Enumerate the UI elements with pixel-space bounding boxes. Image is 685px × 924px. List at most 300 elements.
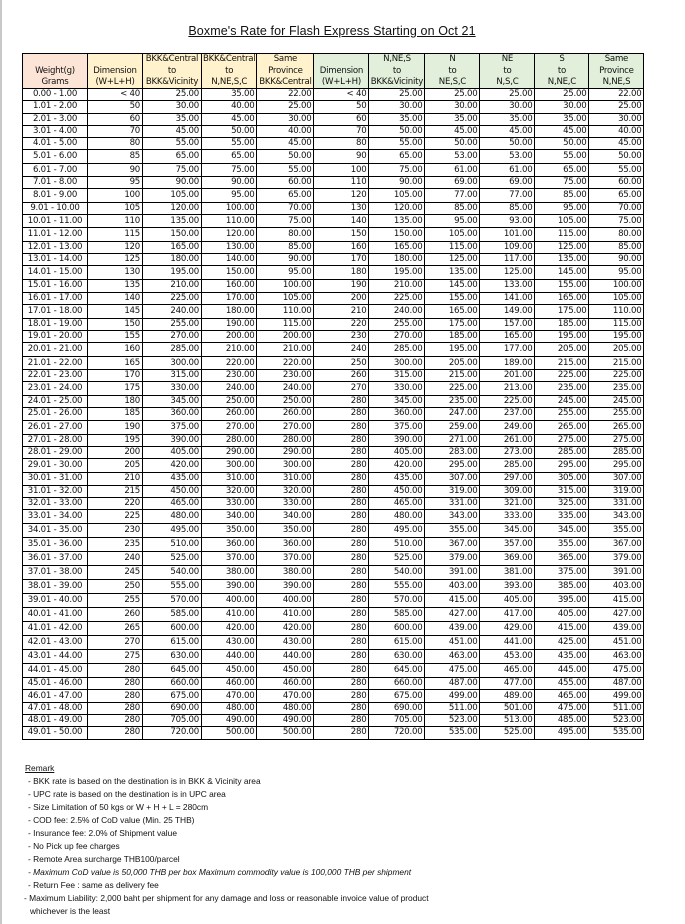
cell-upc-to-bkk: 375.00 xyxy=(369,420,425,434)
cell-n-to-upc: 499.00 xyxy=(425,690,480,702)
cell-n-to-upc: 511.00 xyxy=(425,702,480,714)
table-row xyxy=(23,227,644,241)
cell-bkk-to-upc: 440.00 xyxy=(202,650,257,664)
cell-n-to-upc: 215.00 xyxy=(425,369,480,381)
cell-upc-to-bkk: 135.00 xyxy=(369,215,425,227)
column-header-line: BKK&Central xyxy=(259,76,312,87)
column-header-line: Grams xyxy=(41,76,69,87)
table-row xyxy=(23,113,644,125)
cell-bkk-to-bkk: 600.00 xyxy=(143,622,202,636)
cell-bkk-to-upc: 75.00 xyxy=(202,164,257,176)
cell-n-to-upc: 53.00 xyxy=(425,150,480,164)
cell-dimension-upc: 110 xyxy=(314,176,369,188)
cell-same-province-bkk: 340.00 xyxy=(257,510,314,524)
cell-s-to-upc: 115.00 xyxy=(535,227,589,241)
cell-weight: 6.01 - 7.00 xyxy=(23,164,88,176)
cell-bkk-to-upc: 100.00 xyxy=(202,203,257,215)
table-row xyxy=(23,702,644,714)
cell-dimension-bkk: 150 xyxy=(88,318,143,330)
cell-dimension-upc: 280 xyxy=(314,408,369,420)
cell-bkk-to-bkk: 645.00 xyxy=(143,664,202,678)
column-header-bkk-to-bkk xyxy=(143,54,202,89)
cell-n-to-upc: 427.00 xyxy=(425,608,480,622)
cell-same-province-upc: 215.00 xyxy=(589,357,644,369)
cell-dimension-upc: 280 xyxy=(314,664,369,678)
cell-bkk-to-upc: 420.00 xyxy=(202,622,257,636)
cell-ne-to-upc: 35.00 xyxy=(480,113,535,125)
table-row xyxy=(23,446,644,458)
cell-weight: 10.01 - 11.00 xyxy=(23,215,88,227)
cell-n-to-upc: 475.00 xyxy=(425,664,480,678)
cell-upc-to-bkk: 645.00 xyxy=(369,664,425,678)
cell-bkk-to-upc: 410.00 xyxy=(202,608,257,622)
cell-dimension-upc: 280 xyxy=(314,446,369,458)
cell-n-to-upc: 271.00 xyxy=(425,434,480,446)
cell-bkk-to-upc: 300.00 xyxy=(202,459,257,473)
cell-n-to-upc: 235.00 xyxy=(425,396,480,408)
cell-s-to-upc: 295.00 xyxy=(535,459,589,473)
cell-dimension-bkk: 210 xyxy=(88,473,143,485)
cell-dimension-bkk: 90 xyxy=(88,164,143,176)
column-header-line: N xyxy=(449,54,456,65)
cell-weight: 45.01 - 46.00 xyxy=(23,678,88,690)
cell-same-province-upc: 403.00 xyxy=(589,580,644,594)
cell-dimension-upc: 280 xyxy=(314,459,369,473)
cell-weight: 14.01 - 15.00 xyxy=(23,266,88,280)
cell-dimension-bkk: 130 xyxy=(88,266,143,280)
cell-weight: 16.01 - 17.00 xyxy=(23,292,88,304)
cell-same-province-upc: 415.00 xyxy=(589,594,644,608)
cell-bkk-to-upc: 260.00 xyxy=(202,408,257,420)
cell-same-province-upc: 22.00 xyxy=(589,89,644,101)
cell-weight: 4.01 - 5.00 xyxy=(23,138,88,150)
cell-n-to-upc: 403.00 xyxy=(425,580,480,594)
table-row xyxy=(23,266,644,280)
cell-bkk-to-upc: 40.00 xyxy=(202,101,257,113)
table-row xyxy=(23,420,644,434)
cell-bkk-to-bkk: 540.00 xyxy=(143,566,202,580)
cell-dimension-upc: 180 xyxy=(314,266,369,280)
cell-dimension-bkk: 280 xyxy=(88,702,143,714)
cell-dimension-upc: 150 xyxy=(314,227,369,241)
cell-ne-to-upc: 333.00 xyxy=(480,510,535,524)
table-row xyxy=(23,125,644,137)
cell-dimension-bkk: 145 xyxy=(88,304,143,318)
cell-bkk-to-bkk: 450.00 xyxy=(143,485,202,497)
cell-bkk-to-bkk: 150.00 xyxy=(143,227,202,241)
cell-bkk-to-upc: 170.00 xyxy=(202,292,257,304)
cell-weight: 8.01 - 9.00 xyxy=(23,189,88,203)
cell-weight: 48.01 - 49.00 xyxy=(23,715,88,727)
cell-bkk-to-bkk: 75.00 xyxy=(143,164,202,176)
cell-s-to-upc: 485.00 xyxy=(535,715,589,727)
cell-bkk-to-upc: 35.00 xyxy=(202,89,257,101)
cell-s-to-upc: 285.00 xyxy=(535,446,589,458)
cell-dimension-bkk: 70 xyxy=(88,125,143,137)
cell-n-to-upc: 155.00 xyxy=(425,292,480,304)
cell-n-to-upc: 391.00 xyxy=(425,566,480,580)
table-row xyxy=(23,357,644,369)
cell-ne-to-upc: 321.00 xyxy=(480,497,535,509)
table-row xyxy=(23,664,644,678)
cell-ne-to-upc: 201.00 xyxy=(480,369,535,381)
cell-weight: 40.01 - 41.00 xyxy=(23,608,88,622)
cell-dimension-upc: 280 xyxy=(314,485,369,497)
cell-same-province-upc: 205.00 xyxy=(589,343,644,357)
cell-s-to-upc: 95.00 xyxy=(535,203,589,215)
cell-same-province-bkk: 230.00 xyxy=(257,369,314,381)
cell-upc-to-bkk: 150.00 xyxy=(369,227,425,241)
cell-bkk-to-upc: 430.00 xyxy=(202,636,257,650)
cell-dimension-upc: 270 xyxy=(314,382,369,396)
cell-ne-to-upc: 513.00 xyxy=(480,715,535,727)
page-title: Boxme's Rate for Flash Express Starting on Oct 21 xyxy=(188,24,476,38)
cell-bkk-to-upc: 320.00 xyxy=(202,485,257,497)
cell-dimension-bkk: 110 xyxy=(88,215,143,227)
cell-dimension-bkk: 255 xyxy=(88,594,143,608)
cell-weight: 31.01 - 32.00 xyxy=(23,485,88,497)
table-row xyxy=(23,608,644,622)
cell-bkk-to-bkk: 615.00 xyxy=(143,636,202,650)
cell-upc-to-bkk: 660.00 xyxy=(369,678,425,690)
remark-max-liability-cont: whichever is the least xyxy=(30,906,111,916)
remark-bkk-rate: - BKK rate is based on the destination is in BKK & Vicinity area xyxy=(28,776,261,786)
cell-ne-to-upc: 465.00 xyxy=(480,664,535,678)
cell-ne-to-upc: 357.00 xyxy=(480,538,535,552)
cell-same-province-bkk: 60.00 xyxy=(257,176,314,188)
cell-s-to-upc: 85.00 xyxy=(535,189,589,203)
cell-n-to-upc: 205.00 xyxy=(425,357,480,369)
table-row xyxy=(23,566,644,580)
cell-ne-to-upc: 50.00 xyxy=(480,138,535,150)
cell-ne-to-upc: 69.00 xyxy=(480,176,535,188)
cell-ne-to-upc: 381.00 xyxy=(480,566,535,580)
cell-same-province-upc: 451.00 xyxy=(589,636,644,650)
cell-dimension-bkk: 275 xyxy=(88,650,143,664)
cell-upc-to-bkk: 720.00 xyxy=(369,727,425,739)
cell-same-province-bkk: 390.00 xyxy=(257,580,314,594)
cell-same-province-bkk: 310.00 xyxy=(257,473,314,485)
cell-n-to-upc: 487.00 xyxy=(425,678,480,690)
cell-same-province-upc: 55.00 xyxy=(589,164,644,176)
cell-dimension-upc: 280 xyxy=(314,434,369,446)
cell-bkk-to-bkk: 495.00 xyxy=(143,524,202,538)
cell-bkk-to-upc: 390.00 xyxy=(202,580,257,594)
cell-ne-to-upc: 345.00 xyxy=(480,524,535,538)
cell-same-province-upc: 343.00 xyxy=(589,510,644,524)
cell-upc-to-bkk: 300.00 xyxy=(369,357,425,369)
cell-dimension-upc: 280 xyxy=(314,636,369,650)
cell-same-province-bkk: 210.00 xyxy=(257,343,314,357)
cell-same-province-upc: 427.00 xyxy=(589,608,644,622)
cell-weight: 30.01 - 31.00 xyxy=(23,473,88,485)
cell-dimension-bkk: 220 xyxy=(88,497,143,509)
cell-same-province-upc: 235.00 xyxy=(589,382,644,396)
cell-dimension-bkk: 280 xyxy=(88,715,143,727)
cell-bkk-to-upc: 150.00 xyxy=(202,266,257,280)
cell-same-province-bkk: 490.00 xyxy=(257,715,314,727)
cell-same-province-upc: 225.00 xyxy=(589,369,644,381)
cell-ne-to-upc: 417.00 xyxy=(480,608,535,622)
cell-s-to-upc: 235.00 xyxy=(535,382,589,396)
cell-same-province-upc: 463.00 xyxy=(589,650,644,664)
cell-bkk-to-bkk: 270.00 xyxy=(143,331,202,343)
cell-n-to-upc: 45.00 xyxy=(425,125,480,137)
column-header-n-to-upc xyxy=(425,54,480,89)
remark-return-fee: - Return Fee : same as delivery fee xyxy=(28,880,159,890)
table-row xyxy=(23,650,644,664)
cell-dimension-upc: 200 xyxy=(314,292,369,304)
cell-weight: 38.01 - 39.00 xyxy=(23,580,88,594)
cell-same-province-upc: 60.00 xyxy=(589,176,644,188)
cell-bkk-to-bkk: 660.00 xyxy=(143,678,202,690)
cell-same-province-upc: 331.00 xyxy=(589,497,644,509)
remark-upc-rate: - UPC rate is based on the destination is in UPC area xyxy=(28,789,226,799)
cell-same-province-bkk: 85.00 xyxy=(257,241,314,253)
cell-dimension-bkk: < 40 xyxy=(88,89,143,101)
table-row xyxy=(23,552,644,566)
cell-bkk-to-bkk: 285.00 xyxy=(143,343,202,357)
cell-dimension-upc: 280 xyxy=(314,715,369,727)
cell-upc-to-bkk: 55.00 xyxy=(369,138,425,150)
cell-same-province-upc: 75.00 xyxy=(589,215,644,227)
cell-bkk-to-bkk: 210.00 xyxy=(143,280,202,292)
column-header-line: to xyxy=(503,65,512,76)
column-header-same-province-upc xyxy=(589,54,644,89)
table-row xyxy=(23,292,644,304)
cell-same-province-bkk: 105.00 xyxy=(257,292,314,304)
cell-dimension-upc: 60 xyxy=(314,113,369,125)
column-header-line: BKK&Vicinity xyxy=(370,76,424,87)
cell-upc-to-bkk: 165.00 xyxy=(369,241,425,253)
cell-weight: 9.01 - 10.00 xyxy=(23,203,88,215)
cell-upc-to-bkk: 270.00 xyxy=(369,331,425,343)
cell-dimension-upc: 170 xyxy=(314,253,369,265)
cell-n-to-upc: 225.00 xyxy=(425,382,480,396)
cell-same-province-bkk: 320.00 xyxy=(257,485,314,497)
cell-ne-to-upc: 453.00 xyxy=(480,650,535,664)
cell-upc-to-bkk: 75.00 xyxy=(369,164,425,176)
cell-ne-to-upc: 30.00 xyxy=(480,101,535,113)
column-header-line: N,NE,S,C xyxy=(211,76,248,87)
cell-dimension-upc: 280 xyxy=(314,510,369,524)
cell-n-to-upc: 145.00 xyxy=(425,280,480,292)
cell-bkk-to-upc: 120.00 xyxy=(202,227,257,241)
cell-same-province-upc: 40.00 xyxy=(589,125,644,137)
cell-weight: 28.01 - 29.00 xyxy=(23,446,88,458)
cell-same-province-bkk: 370.00 xyxy=(257,552,314,566)
cell-s-to-upc: 195.00 xyxy=(535,331,589,343)
cell-dimension-bkk: 140 xyxy=(88,292,143,304)
cell-s-to-upc: 30.00 xyxy=(535,101,589,113)
cell-weight: 49.01 - 50.00 xyxy=(23,727,88,739)
cell-same-province-upc: 391.00 xyxy=(589,566,644,580)
cell-same-province-upc: 475.00 xyxy=(589,664,644,678)
cell-same-province-bkk: 30.00 xyxy=(257,113,314,125)
cell-dimension-upc: 160 xyxy=(314,241,369,253)
column-header-line: N,NE,S xyxy=(383,54,411,65)
cell-bkk-to-upc: 480.00 xyxy=(202,702,257,714)
cell-bkk-to-bkk: 705.00 xyxy=(143,715,202,727)
cell-bkk-to-bkk: 300.00 xyxy=(143,357,202,369)
cell-same-province-bkk: 220.00 xyxy=(257,357,314,369)
cell-n-to-upc: 35.00 xyxy=(425,113,480,125)
cell-same-province-upc: 265.00 xyxy=(589,420,644,434)
cell-n-to-upc: 85.00 xyxy=(425,203,480,215)
cell-bkk-to-bkk: 555.00 xyxy=(143,580,202,594)
cell-weight: 43.01 - 44.00 xyxy=(23,650,88,664)
cell-bkk-to-bkk: 225.00 xyxy=(143,292,202,304)
cell-ne-to-upc: 393.00 xyxy=(480,580,535,594)
table-row xyxy=(23,636,644,650)
cell-dimension-upc: 240 xyxy=(314,343,369,357)
cell-bkk-to-bkk: 435.00 xyxy=(143,473,202,485)
cell-upc-to-bkk: 435.00 xyxy=(369,473,425,485)
cell-same-province-upc: 50.00 xyxy=(589,150,644,164)
cell-upc-to-bkk: 420.00 xyxy=(369,459,425,473)
cell-n-to-upc: 295.00 xyxy=(425,459,480,473)
cell-dimension-bkk: 280 xyxy=(88,690,143,702)
cell-bkk-to-upc: 110.00 xyxy=(202,215,257,227)
cell-bkk-to-bkk: 165.00 xyxy=(143,241,202,253)
cell-same-province-bkk: 240.00 xyxy=(257,382,314,396)
cell-n-to-upc: 69.00 xyxy=(425,176,480,188)
cell-s-to-upc: 225.00 xyxy=(535,369,589,381)
table-row xyxy=(23,138,644,150)
cell-same-province-bkk: 95.00 xyxy=(257,266,314,280)
cell-bkk-to-upc: 460.00 xyxy=(202,678,257,690)
column-header-line: to xyxy=(225,65,234,76)
cell-weight: 11.01 - 12.00 xyxy=(23,227,88,241)
column-header-line: BKK&Vicinity xyxy=(145,76,199,87)
cell-upc-to-bkk: 240.00 xyxy=(369,304,425,318)
cell-same-province-bkk: 45.00 xyxy=(257,138,314,150)
table-row xyxy=(23,510,644,524)
cell-bkk-to-bkk: 480.00 xyxy=(143,510,202,524)
cell-ne-to-upc: 157.00 xyxy=(480,318,535,330)
cell-upc-to-bkk: 390.00 xyxy=(369,434,425,446)
cell-weight: 37.01 - 38.00 xyxy=(23,566,88,580)
cell-s-to-upc: 205.00 xyxy=(535,343,589,357)
table-row xyxy=(23,176,644,188)
cell-bkk-to-bkk: 65.00 xyxy=(143,150,202,164)
cell-bkk-to-upc: 190.00 xyxy=(202,318,257,330)
cell-ne-to-upc: 45.00 xyxy=(480,125,535,137)
cell-same-province-upc: 65.00 xyxy=(589,189,644,203)
table-row xyxy=(23,189,644,203)
table-row xyxy=(23,538,644,552)
cell-weight: 1.01 - 2.00 xyxy=(23,101,88,113)
cell-bkk-to-bkk: 240.00 xyxy=(143,304,202,318)
cell-same-province-bkk: 115.00 xyxy=(257,318,314,330)
cell-dimension-upc: 260 xyxy=(314,369,369,381)
table-row xyxy=(23,331,644,343)
cell-dimension-bkk: 280 xyxy=(88,678,143,690)
cell-s-to-upc: 265.00 xyxy=(535,420,589,434)
cell-same-province-bkk: 410.00 xyxy=(257,608,314,622)
cell-dimension-bkk: 245 xyxy=(88,566,143,580)
cell-dimension-upc: 250 xyxy=(314,357,369,369)
remarks-section xyxy=(24,762,429,918)
cell-bkk-to-upc: 210.00 xyxy=(202,343,257,357)
cell-same-province-upc: 511.00 xyxy=(589,702,644,714)
remark-insurance-fee: - Insurance fee: 2.0% of Shipment value xyxy=(28,828,177,838)
cell-bkk-to-upc: 290.00 xyxy=(202,446,257,458)
cell-ne-to-upc: 429.00 xyxy=(480,622,535,636)
cell-weight: 24.01 - 25.00 xyxy=(23,396,88,408)
cell-weight: 5.01 - 6.00 xyxy=(23,150,88,164)
cell-ne-to-upc: 85.00 xyxy=(480,203,535,215)
table-row xyxy=(23,150,644,164)
cell-dimension-bkk: 190 xyxy=(88,420,143,434)
cell-n-to-upc: 30.00 xyxy=(425,101,480,113)
cell-s-to-upc: 175.00 xyxy=(535,304,589,318)
cell-n-to-upc: 185.00 xyxy=(425,331,480,343)
cell-dimension-bkk: 60 xyxy=(88,113,143,125)
table-row xyxy=(23,434,644,446)
column-header-line: to xyxy=(448,65,457,76)
column-header-line: NE xyxy=(501,54,514,65)
column-header-line: (W+L+H) xyxy=(95,76,135,87)
table-row xyxy=(23,678,644,690)
cell-bkk-to-bkk: 630.00 xyxy=(143,650,202,664)
table-row xyxy=(23,727,644,739)
cell-dimension-upc: < 40 xyxy=(314,89,369,101)
cell-upc-to-bkk: 35.00 xyxy=(369,113,425,125)
table-row xyxy=(23,304,644,318)
page-edge xyxy=(0,0,2,924)
cell-dimension-bkk: 260 xyxy=(88,608,143,622)
cell-same-province-upc: 275.00 xyxy=(589,434,644,446)
table-row xyxy=(23,408,644,420)
cell-weight: 47.01 - 48.00 xyxy=(23,702,88,714)
table-row xyxy=(23,485,644,497)
cell-weight: 34.01 - 35.00 xyxy=(23,524,88,538)
column-header-bkk-to-upc xyxy=(202,54,257,89)
cell-bkk-to-bkk: 360.00 xyxy=(143,408,202,420)
cell-s-to-upc: 145.00 xyxy=(535,266,589,280)
remark-size-limit: - Size Limitation of 50 kgs or W + H + L = 280cm xyxy=(28,802,209,812)
column-header-line: N,S,C xyxy=(496,76,519,87)
cell-bkk-to-upc: 220.00 xyxy=(202,357,257,369)
cell-s-to-upc: 65.00 xyxy=(535,164,589,176)
cell-s-to-upc: 125.00 xyxy=(535,241,589,253)
cell-upc-to-bkk: 50.00 xyxy=(369,125,425,137)
cell-bkk-to-bkk: 675.00 xyxy=(143,690,202,702)
column-header-line: (W+L+H) xyxy=(321,76,361,87)
column-header-dimension-upc xyxy=(314,54,369,89)
cell-bkk-to-upc: 470.00 xyxy=(202,690,257,702)
cell-dimension-upc: 280 xyxy=(314,552,369,566)
cell-same-province-bkk: 55.00 xyxy=(257,164,314,176)
cell-bkk-to-upc: 360.00 xyxy=(202,538,257,552)
cell-dimension-upc: 280 xyxy=(314,622,369,636)
cell-same-province-upc: 367.00 xyxy=(589,538,644,552)
cell-ne-to-upc: 61.00 xyxy=(480,164,535,176)
cell-bkk-to-bkk: 180.00 xyxy=(143,253,202,265)
cell-dimension-bkk: 265 xyxy=(88,622,143,636)
cell-ne-to-upc: 165.00 xyxy=(480,331,535,343)
table-row xyxy=(23,203,644,215)
cell-dimension-bkk: 95 xyxy=(88,176,143,188)
cell-same-province-bkk: 430.00 xyxy=(257,636,314,650)
cell-s-to-upc: 435.00 xyxy=(535,650,589,664)
cell-bkk-to-upc: 500.00 xyxy=(202,727,257,739)
column-header-line: Province xyxy=(599,65,634,76)
cell-weight: 42.01 - 43.00 xyxy=(23,636,88,650)
cell-dimension-upc: 230 xyxy=(314,331,369,343)
column-header-ne-to-upc xyxy=(480,54,535,89)
